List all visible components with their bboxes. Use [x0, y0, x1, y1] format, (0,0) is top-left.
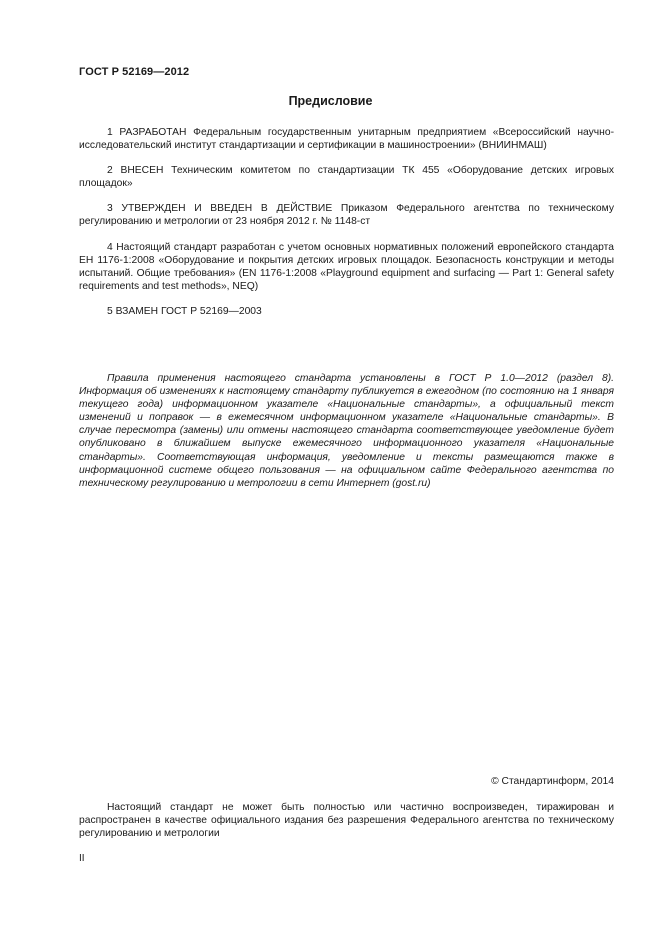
preface-items — [79, 126, 614, 318]
application-rules-note: Правила применения настоящего стандарта установлены в ГОСТ Р 1.0—2012 (раздел 8). Информация об изменениях к настоящему стандарту публикуется в ежегодном (по состоянию на 1 января текущего года) информационном указателе «Национальные стандарты», а официальный текст изменений и поправок — в ежемесячном информационном указателе «Национальные стандарты». В случае пересмотра (замены) или отмены настоящего стандарта соответствующее уведомление будет опубликовано в ближайшем выпуске ежемесячного информационного указателя «Национальные стандарты». Соответствующая информация, уведомление и тексты размещаются также в информационной системе общего пользования — на официальном сайте Федерального агентства по техническому регулированию и метрологии в сети Интернет (gost.ru) — [79, 373, 614, 489]
copyright-line: © Стандартинформ, 2014 — [491, 776, 614, 787]
page-number: II — [79, 853, 85, 864]
preface-item-basis: 4 Настоящий стандарт разработан с учетом основных нормативных положений европейского стандарта ЕН 1176-1:2008 «Оборудование и покрытия детских игровых площадок. Безопасность конструкции и методы испытаний. Общие требования» (EN 1176-1:2008 «Playground equipment and surfacing — Part 1: General safety requirements and test methods», NEQ) — [79, 241, 614, 292]
preface-item-approved: 3 УТВЕРЖДЕН И ВВЕДЕН В ДЕЙСТВИЕ Приказом Федерального агентства по техническому регулированию и метрологии от 23 ноября 2012 г. № 1148-ст — [79, 203, 614, 228]
document-header-standard-id: ГОСТ Р 52169—2012 — [79, 66, 190, 78]
preface-item-developed: 1 РАЗРАБОТАН Федеральным государственным унитарным предприятием «Всероссийский научно-исследовательский институт стандартизации и сертификации в машиностроении» (ВНИИНМАШ) — [79, 127, 614, 152]
reproduction-notice: Настоящий стандарт не может быть полностью или частично воспроизведен, тиражирован и распространен в качестве официального издания без разрешения Федерального агентства по техническому регулированию и метрологии — [79, 802, 614, 840]
preface-item-submitted: 2 ВНЕСЕН Техническим комитетом по стандартизации ТК 455 «Оборудование детских игровых площадок» — [79, 165, 614, 190]
preface-item-replaces: 5 ВЗАМЕН ГОСТ Р 52169—2003 — [107, 305, 262, 317]
page-title: Предисловие — [288, 94, 373, 108]
